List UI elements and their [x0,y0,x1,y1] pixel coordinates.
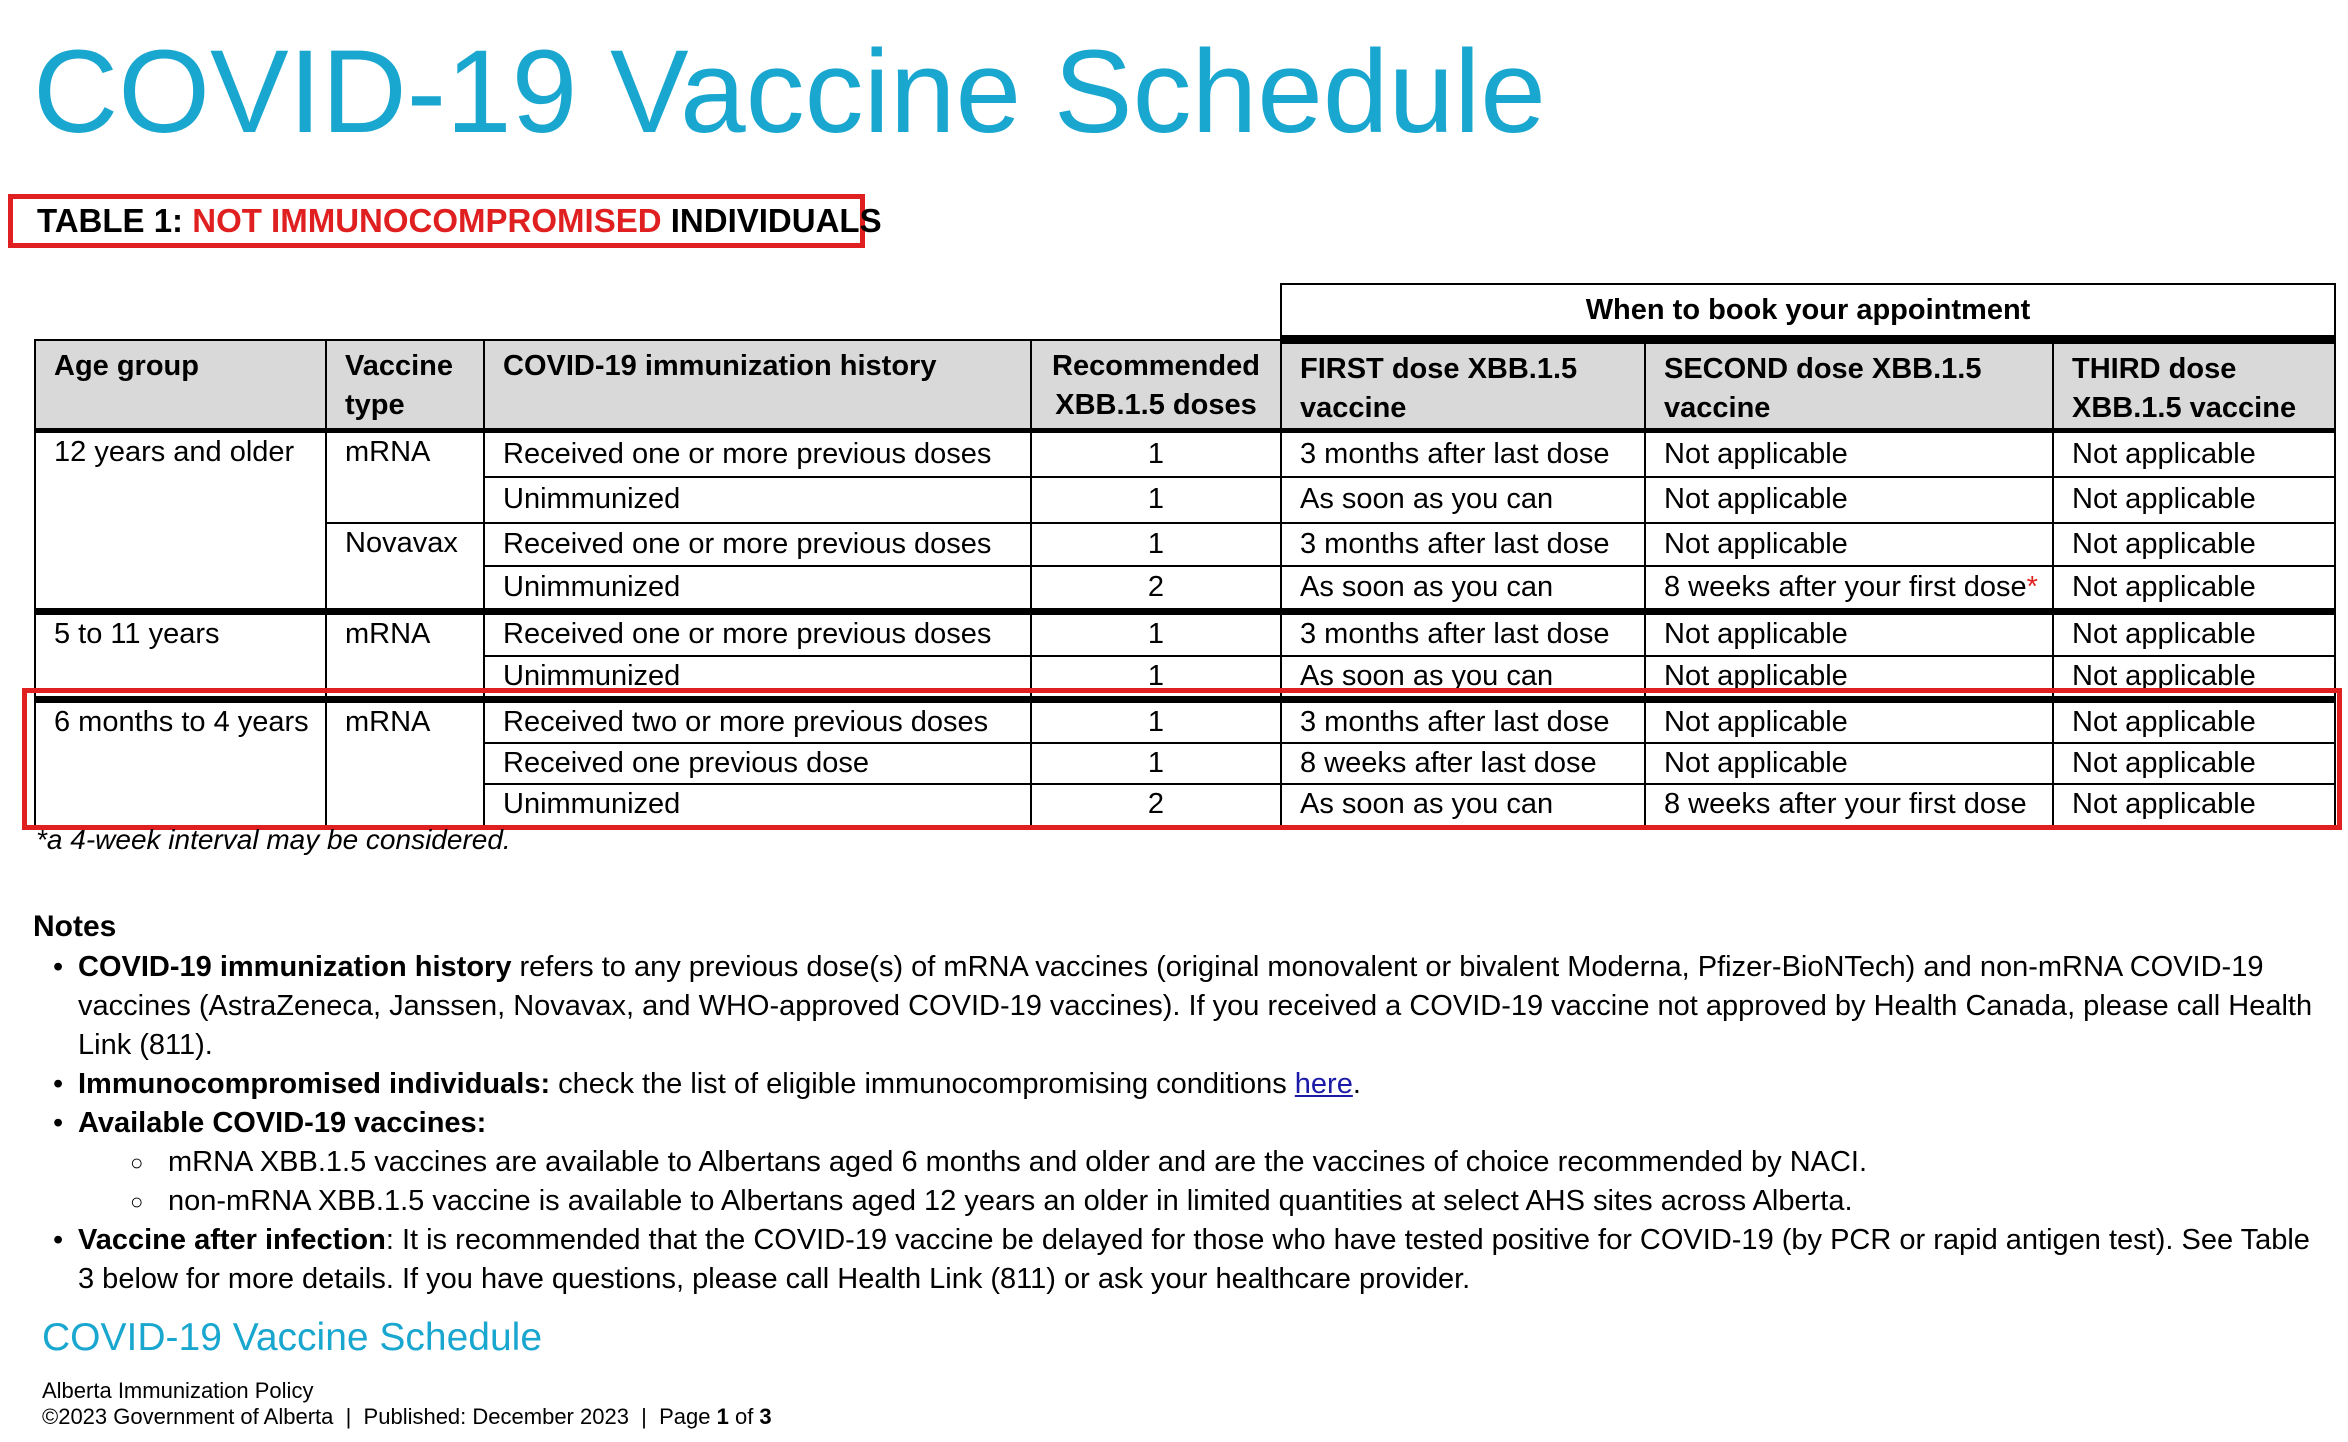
first-dose-cell: As soon as you can [1281,477,1645,523]
vaccine-type-cell: Novavax [326,523,484,612]
group-header-row [35,284,2335,340]
second-dose-cell [1645,566,2053,612]
second-dose-cell: Not applicable [1645,699,2053,743]
doses-cell: 1 [1031,431,1281,477]
first-dose-cell: As soon as you can [1281,656,1645,700]
doses-cell: 1 [1031,477,1281,523]
age-group-cell: 5 to 11 years [35,612,326,700]
vaccine-type-cell: mRNA [326,431,484,523]
note-bold: Immunocompromised individuals: [78,1068,551,1100]
third-dose-cell: Not applicable [2053,784,2335,826]
footer-copyright [42,1404,772,1430]
footer-title: COVID-19 Vaccine Schedule [42,1316,543,1359]
table-row [35,431,2335,477]
header-age-group: Age group [35,340,326,431]
table-row [35,699,2335,743]
second-dose-cell: 8 weeks after your first dose [1645,784,2053,826]
first-dose-cell: 3 months after last dose [1281,699,1645,743]
vaccine-type-cell: mRNA [326,612,484,700]
header-doses: Recommended XBB.1.5 doses [1031,340,1281,431]
footer-policy: Alberta Immunization Policy [42,1378,314,1403]
third-dose-cell: Not applicable [2053,612,2335,656]
notes-list [33,948,2333,1299]
first-dose-cell: 3 months after last dose [1281,612,1645,656]
doses-cell: 1 [1031,699,1281,743]
history-cell: Received one or more previous doses [484,612,1031,656]
schedule-table [34,283,2336,827]
age-group-cell: 6 months to 4 years [35,699,326,826]
table-heading-highlight: NOT IMMUNOCOMPROMISED [192,202,662,239]
third-dose-cell: Not applicable [2053,523,2335,566]
table-heading-prefix: TABLE 1: [37,202,193,239]
here-link[interactable]: here [1294,1068,1353,1100]
history-cell: Unimmunized [484,477,1031,523]
note-bold: Available COVID-19 vaccines: [78,1107,487,1139]
second-dose-cell: Not applicable [1645,477,2053,523]
note-text: : It is recommended that the COVID-19 vaccine be delayed for those who have tested positive for COVID-19 (by PCR or rapid antigen test). See Table 3 below for more details. If you have questions, please call Health Link (811) or ask your healthcare provider. [78,1224,2310,1295]
doses-cell: 1 [1031,743,1281,784]
header-third-dose: THIRD dose XBB.1.5 vaccine [2053,340,2335,431]
first-dose-cell: 3 months after last dose [1281,431,1645,477]
doses-cell: 1 [1031,656,1281,700]
first-dose-cell: As soon as you can [1281,566,1645,612]
history-cell: Unimmunized [484,566,1031,612]
note-bold: Vaccine after infection [78,1224,386,1256]
second-dose-cell: Not applicable [1645,523,2053,566]
footnote: *a 4-week interval may be considered. [36,824,511,855]
second-dose-cell: Not applicable [1645,656,2053,700]
first-dose-cell: 8 weeks after last dose [1281,743,1645,784]
second-dose-cell: Not applicable [1645,743,2053,784]
third-dose-cell: Not applicable [2053,743,2335,784]
note-available-vaccines [33,1104,2333,1221]
history-cell: Received one or more previous doses [484,431,1031,477]
table-heading-suffix: INDIVIDUALS [661,202,882,239]
asterisk-mark: * [2026,570,2038,603]
third-dose-cell: Not applicable [2053,477,2335,523]
second-dose-cell: Not applicable [1645,431,2053,477]
second-dose-cell: Not applicable [1645,612,2053,656]
doses-cell: 2 [1031,566,1281,612]
header-vaccine-type: Vaccine type [326,340,484,431]
note-text: . [1352,1068,1361,1100]
table-row [35,523,2335,566]
page-total: 3 [759,1404,772,1429]
notes-title: Notes [33,910,117,943]
group-header-booking: When to book your appointment [1281,284,2335,340]
history-cell: Received two or more previous doses [484,699,1031,743]
third-dose-cell: Not applicable [2053,566,2335,612]
page-current: 1 [716,1404,729,1429]
sub-note: ○ mRNA XBB.1.5 vaccines are available to Albertans aged 6 months and older and are the vaccines of choice recommended by NACI. [78,1143,2333,1182]
note-bold: COVID-19 immunization history [78,951,512,983]
page-of: of [728,1404,760,1429]
table-row [35,612,2335,656]
column-header-row [35,340,2335,431]
third-dose-cell: Not applicable [2053,656,2335,700]
page-title: COVID-19 Vaccine Schedule [33,26,1546,158]
doses-cell: 2 [1031,784,1281,826]
history-cell: Unimmunized [484,784,1031,826]
header-history: COVID-19 immunization history [484,340,1031,431]
note-text: refers to any previous dose(s) of mRNA vaccines (original monovalent or bivalent Moderna, Pfizer-BioNTech) and non-mRNA COVID-19 vaccines (AstraZeneca, Janssen, Novavax, and WHO-approved COVID-19 vaccines). If you received a COVID-19 vaccine not approved by Health Canada, please call Health Link (811). [78,951,2313,1061]
history-cell: Received one previous dose [484,743,1031,784]
second-dose-text: 8 weeks after your first dose [1664,570,2027,603]
third-dose-cell: Not applicable [2053,699,2335,743]
note-immunocompromised [33,1065,2333,1104]
first-dose-cell: 3 months after last dose [1281,523,1645,566]
history-cell: Received one or more previous doses [484,523,1031,566]
header-first-dose: FIRST dose XBB.1.5 vaccine [1281,340,1645,431]
header-second-dose: SECOND dose XBB.1.5 vaccine [1645,340,2053,431]
note-immunization-history [33,948,2333,1065]
doses-cell: 1 [1031,523,1281,566]
doses-cell: 1 [1031,612,1281,656]
copyright-text: ©2023 Government of Alberta | Published: December 2023 | Page [42,1404,717,1429]
table-heading [8,194,882,248]
history-cell: Unimmunized [484,656,1031,700]
third-dose-cell: Not applicable [2053,431,2335,477]
note-text: check the list of eligible immunocompromising conditions [550,1068,1295,1100]
sub-note: ○ non-mRNA XBB.1.5 vaccine is available to Albertans aged 12 years an older in limited quantities at select AHS sites across Alberta. [78,1182,2333,1221]
age-group-cell: 12 years and older [35,431,326,612]
first-dose-cell: As soon as you can [1281,784,1645,826]
note-vaccine-after-infection [33,1221,2333,1299]
vaccine-type-cell: mRNA [326,699,484,826]
